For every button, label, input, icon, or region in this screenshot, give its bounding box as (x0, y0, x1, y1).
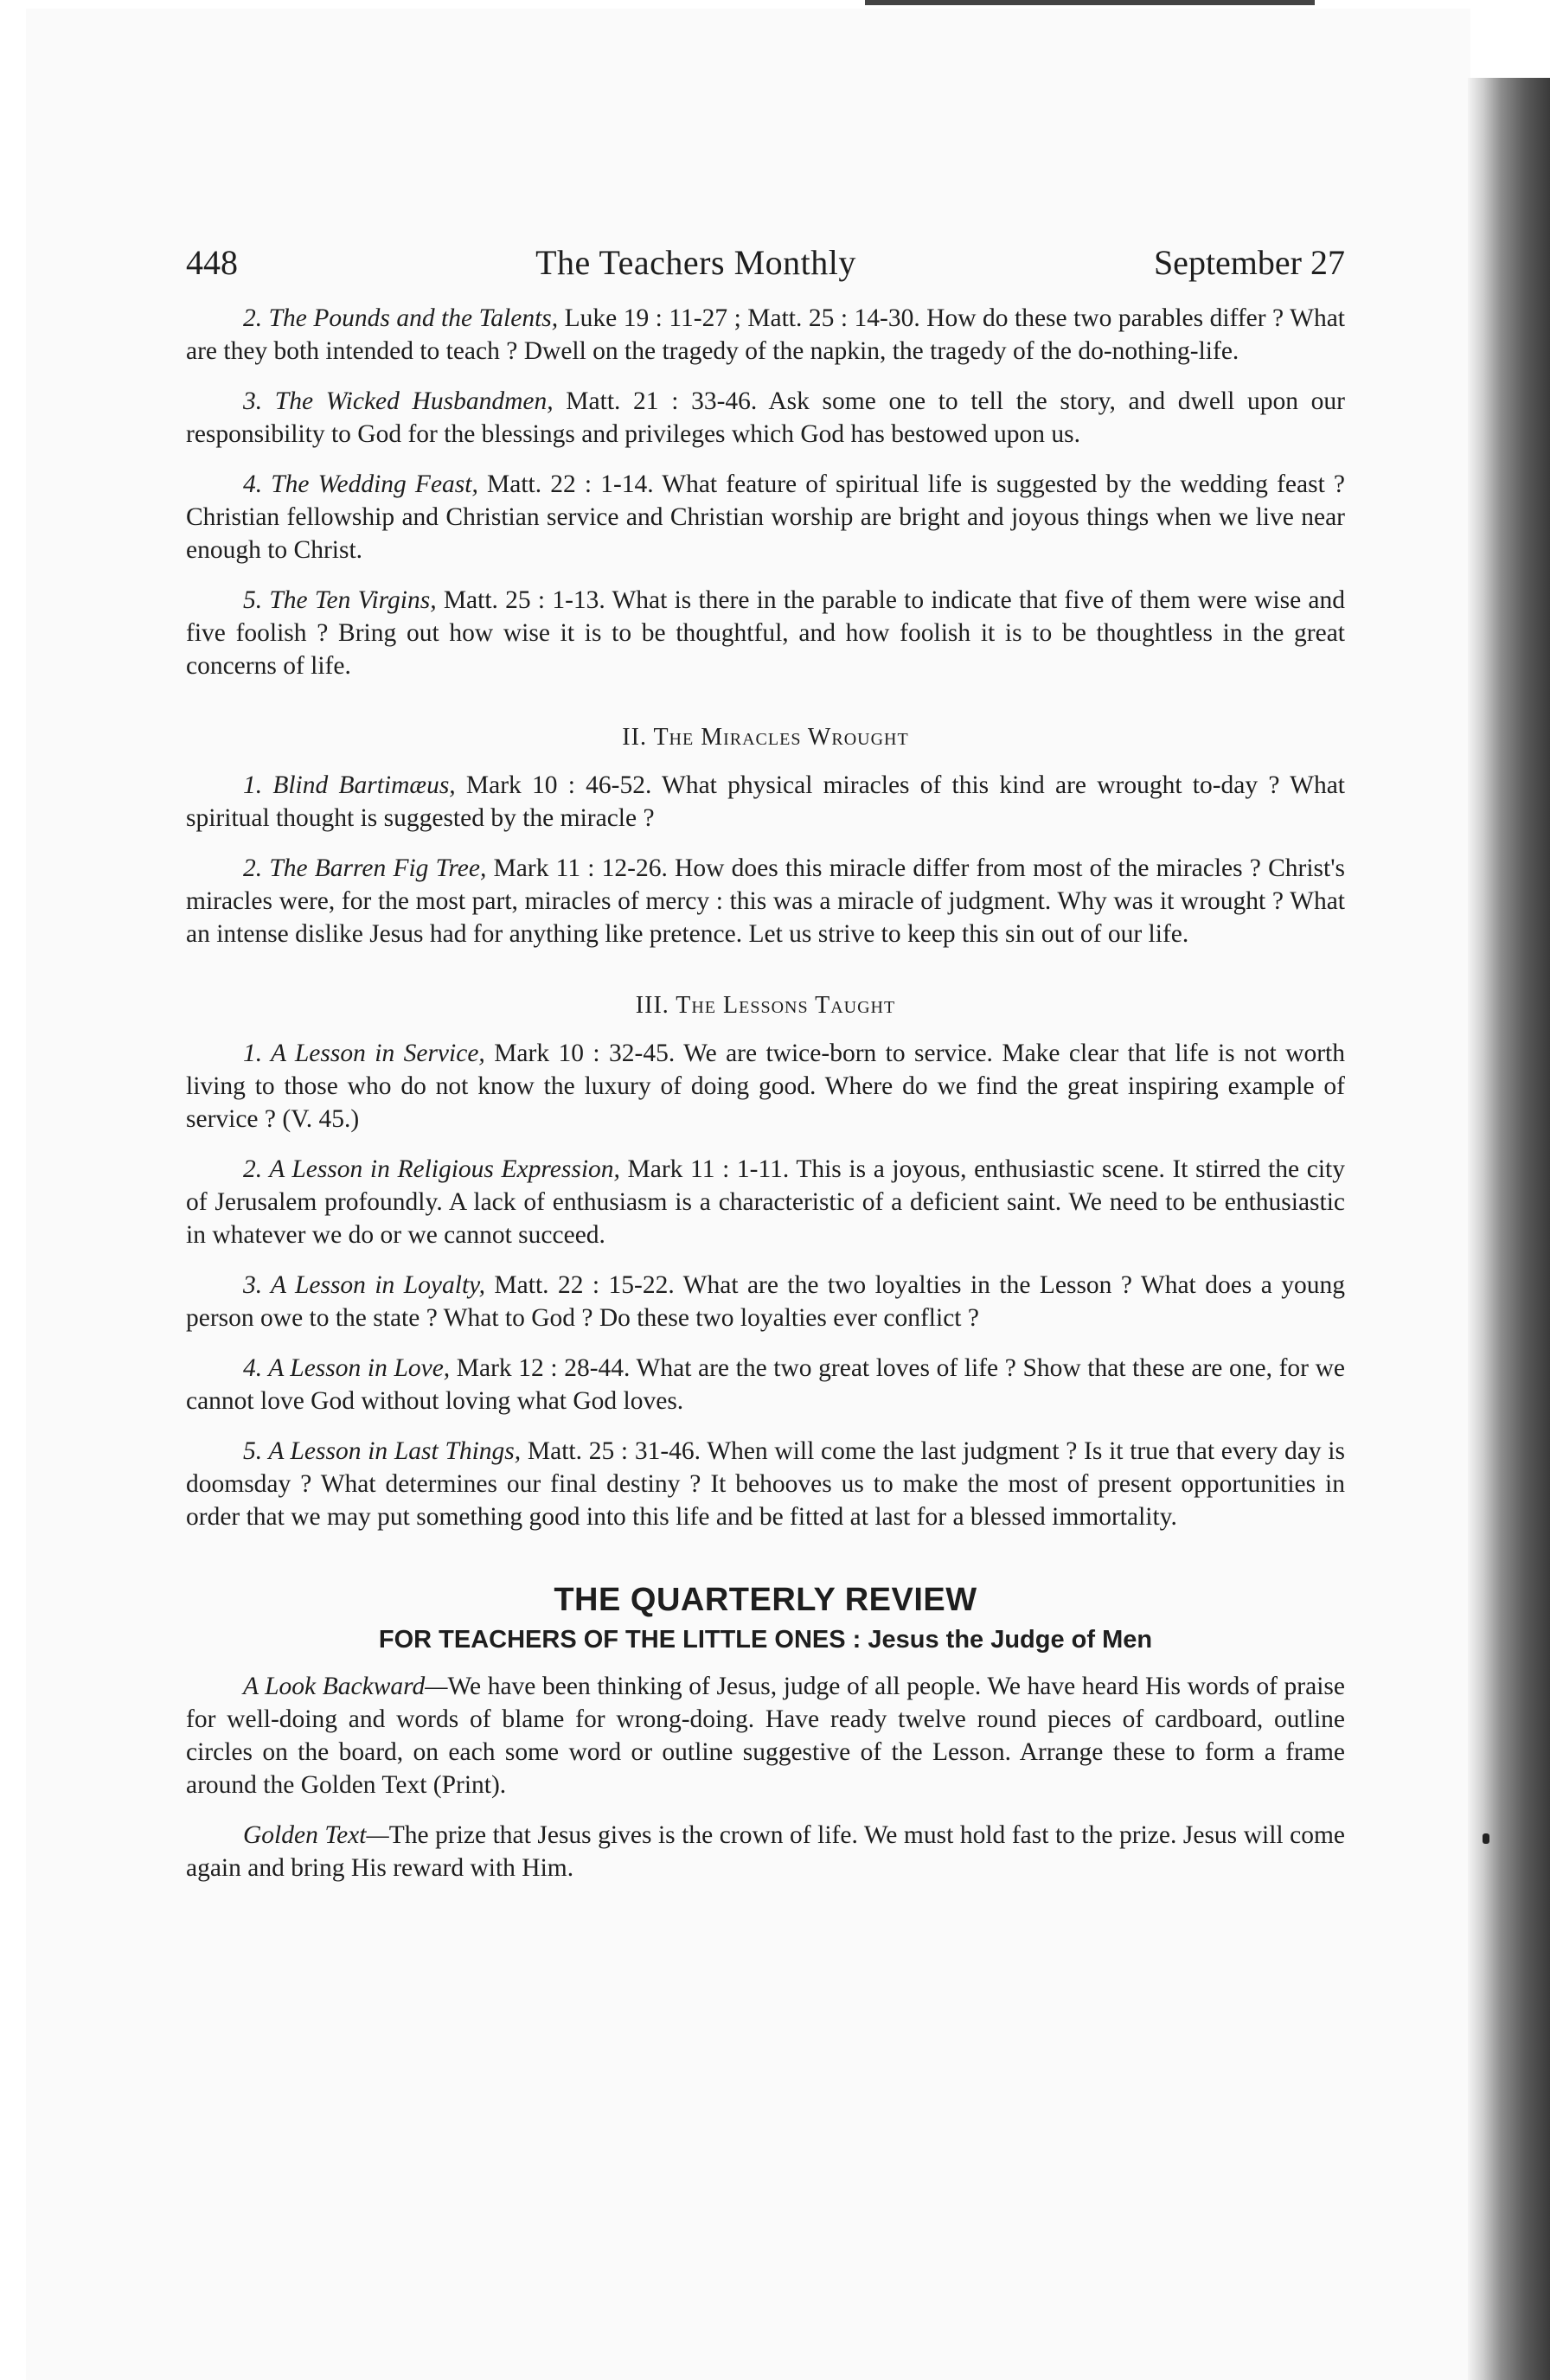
item-text: Mark 12 : 28-44. What are the two great loves of life ? Show that these are one, for we cannot love God without loving what God loves. (186, 1354, 1345, 1415)
section-heading-lessons: III. The Lessons Taught (635, 992, 896, 1019)
lesson-item (186, 1435, 1345, 1533)
miracles-list (186, 769, 1345, 950)
paragraph-lead: A Look Backward— (243, 1673, 448, 1700)
paragraph-lead: Golden Text— (243, 1821, 389, 1849)
review-subtitle: FOR TEACHERS OF THE LITTLE ONES : Jesus the Judge of Men (378, 1626, 1153, 1654)
miracle-item (186, 852, 1345, 950)
journal-title: The Teachers Monthly (535, 243, 856, 282)
page-number: 448 (186, 243, 238, 282)
scan-top-edge (865, 0, 1315, 5)
item-reference: 2. The Pounds and the Talents, (243, 304, 559, 332)
item-text: Luke 19 : 11-27 ; Matt. 25 : 14-30. How do these two parables differ ? What are they both intended to teach ? Dwell on the tragedy of the napkin, the tragedy of the do-nothing-life. (186, 304, 1345, 365)
item-reference: 3. A Lesson in Loyalty, (243, 1271, 485, 1299)
review-paragraph (186, 1819, 1345, 1884)
item-reference: 3. The Wicked Husbandmen, (243, 387, 554, 415)
review-title: THE QUARTERLY REVIEW (554, 1582, 977, 1618)
item-text: Mark 10 : 46-52. What physical miracles of this kind are wrought to-day ? What spiritual thought is suggested by the miracle ? (186, 771, 1345, 832)
item-reference: 5. The Ten Virgins, (243, 586, 437, 614)
lesson-item (186, 1037, 1345, 1136)
item-text: Matt. 25 : 1-13. What is there in the parable to indicate that five of them were wise and five foolish ? Bring out how wise it is to be thoughtful, and how foolish it is to be thoughtless in the great concerns of life. (186, 586, 1345, 680)
header-date: September 27 (1153, 243, 1345, 282)
scan-mark (1483, 1833, 1489, 1844)
item-text: Matt. 22 : 15-22. What are the two loyalties in the Lesson ? What does a young person owe to the state ? What to God ? Do these two loyalties ever conflict ? (186, 1271, 1345, 1332)
item-text: Matt. 25 : 31-46. When will come the last judgment ? Is it true that every day is doomsday ? What determines our final destiny ? It behooves us to make the most of present opportunities in order that we may put something good into this life and be fitted at last for a blessed immortality. (186, 1437, 1345, 1531)
paragraph-text: The prize that Jesus gives is the crown of life. We must hold fast to the prize. Jesus will come again and bring His reward with Him. (186, 1821, 1346, 1882)
parable-item (186, 302, 1345, 368)
page-content (186, 242, 1345, 1902)
lesson-item (186, 1153, 1345, 1251)
paragraph-text: We have been thinking of Jesus, judge of all people. We have heard His words of praise for well-doing and words of blame for wrong-doing. Have ready twelve round pieces of cardboard, outline circles on the board, on each some word or outline suggestive of the Lesson. Arrange these to form a frame around the Golden Text (Print). (186, 1673, 1345, 1799)
book-edge-shadow (1468, 78, 1550, 2380)
item-reference: 2. The Barren Fig Tree, (243, 854, 487, 882)
parable-item (186, 385, 1345, 451)
miracle-item (186, 769, 1345, 835)
item-text: Matt. 21 : 33-46. Ask some one to tell the story, and dwell upon our responsibility to God for the blessings and privileges which God has bestowed upon us. (186, 387, 1346, 448)
lessons-list (186, 1037, 1345, 1533)
lesson-item (186, 1352, 1345, 1417)
item-text: Mark 10 : 32-45. We are twice-born to service. Make clear that life is not worth living to those who do not know the luxury of doing good. Where do we find the great inspiring example of service ? (V. 45.) (186, 1040, 1345, 1133)
item-text: Mark 11 : 12-26. How does this miracle differ from most of the miracles ? Christ's miracles were, for the most part, miracles of mercy : this was a miracle of judgment. Why was it wrought ? What an intense dislike Jesus had for anything like pretence. Let us strive to keep this sin out of our life. (186, 854, 1346, 948)
item-reference: 1. A Lesson in Service, (243, 1040, 485, 1067)
item-reference: 4. The Wedding Feast, (243, 470, 478, 498)
item-reference: 4. A Lesson in Love, (243, 1354, 451, 1382)
parable-item (186, 584, 1345, 682)
lesson-item (186, 1269, 1345, 1334)
parable-item (186, 468, 1345, 566)
review-paragraph (186, 1670, 1345, 1801)
item-reference: 5. A Lesson in Last Things, (243, 1437, 522, 1465)
item-text: Matt. 22 : 1-14. What feature of spiritual life is suggested by the wedding feast ? Christian fellowship and Christian service and Christian worship are bright and joyous things when we live near enough to Christ. (186, 470, 1345, 564)
running-header (186, 242, 1345, 283)
item-reference: 1. Blind Bartimæus, (243, 771, 456, 799)
item-text: Mark 11 : 1-11. This is a joyous, enthusiastic scene. It stirred the city of Jerusalem profoundly. A lack of enthusiasm is a characteristic of a deficient saint. We need to be enthusiastic in whatever we do or we cannot succeed. (186, 1155, 1346, 1249)
parables-list (186, 302, 1345, 682)
section-heading-miracles: II. The Miracles Wrought (622, 724, 909, 751)
item-reference: 2. A Lesson in Religious Expression, (243, 1155, 620, 1183)
